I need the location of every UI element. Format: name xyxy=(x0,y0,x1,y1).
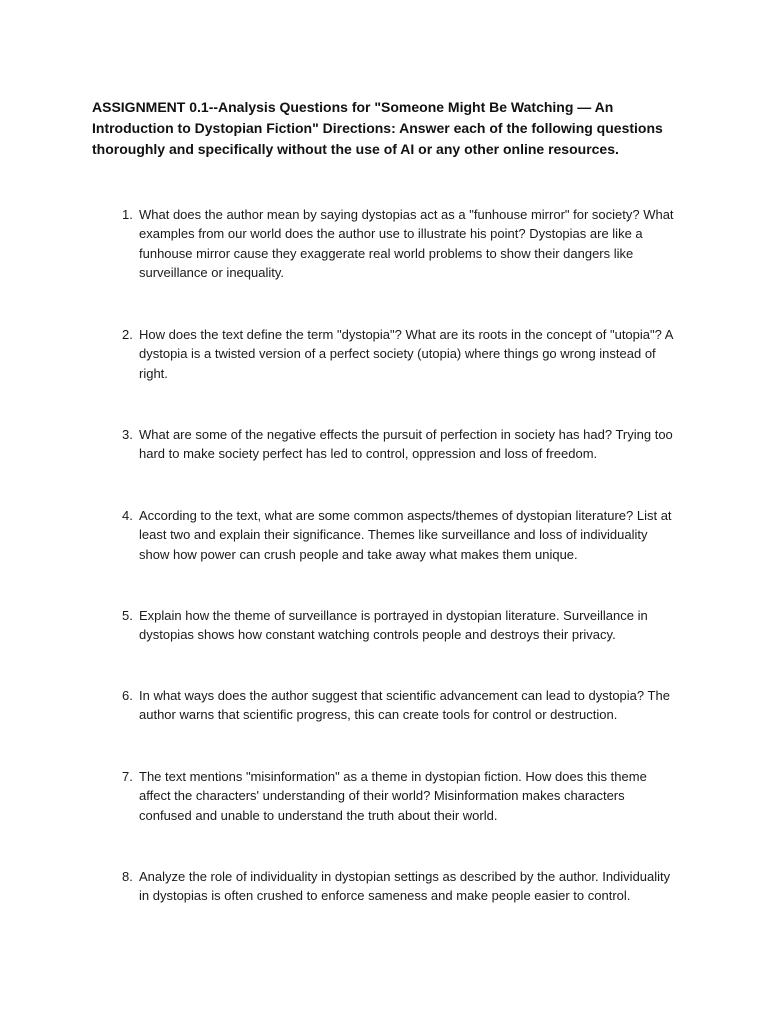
question-text: Explain how the theme of surveillance is portrayed in dystopian literature. Surveillance in dystopias shows how constant watching controls people and destroys their privacy. xyxy=(139,608,648,643)
question-text: What does the author mean by saying dystopias act as a "funhouse mirror" for society? What examples from our world does the author use to illustrate his point? Dystopias are like a funhouse mirror cause they exaggerate real world problems to show their dangers like surveillance or inequality. xyxy=(139,207,674,280)
question-number: 6. xyxy=(122,688,133,703)
question-number: 3. xyxy=(122,427,133,442)
question-number: 2. xyxy=(122,327,133,342)
question-text: In what ways does the author suggest that scientific advancement can lead to dystopia? The author warns that scientific progress, this can create tools for control or destruction. xyxy=(139,688,670,723)
question-text: How does the text define the term "dystopia"? What are its roots in the concept of "utopia"? A dystopia is a twisted version of a perfect society (utopia) where things go wrong instead of right. xyxy=(139,327,673,381)
question-number: 7. xyxy=(122,769,133,784)
question-number: 1. xyxy=(122,207,133,222)
question-text: According to the text, what are some common aspects/themes of dystopian literature? List at least two and explain their significance. Themes like surveillance and loss of individuality show how power can crush people and take away what makes them unique. xyxy=(139,508,672,562)
question-number: 5. xyxy=(122,608,133,623)
question-text: Analyze the role of individuality in dystopian settings as described by the author. Individuality in dystopias is often crushed to enforce sameness and make people easier to control. xyxy=(139,869,671,904)
assignment-heading: ASSIGNMENT 0.1--Analysis Questions for "Someone Might Be Watching — An Introduction to Dystopian Fiction" Directions: Answer each of the following questions thoroughly and specifically without the use of AI or any other online resources. xyxy=(92,99,663,157)
question-text: What are some of the negative effects the pursuit of perfection in society has had? Trying too hard to make society perfect has led to control, oppression and loss of freedom. xyxy=(139,427,673,462)
question-text: The text mentions "misinformation" as a theme in dystopian fiction. How does this theme affect the characters' understanding of their world? Misinformation makes characters confused and unable to understand the truth about their world. xyxy=(139,769,647,823)
question-number: 8. xyxy=(122,869,133,884)
question-number: 4. xyxy=(122,508,133,523)
